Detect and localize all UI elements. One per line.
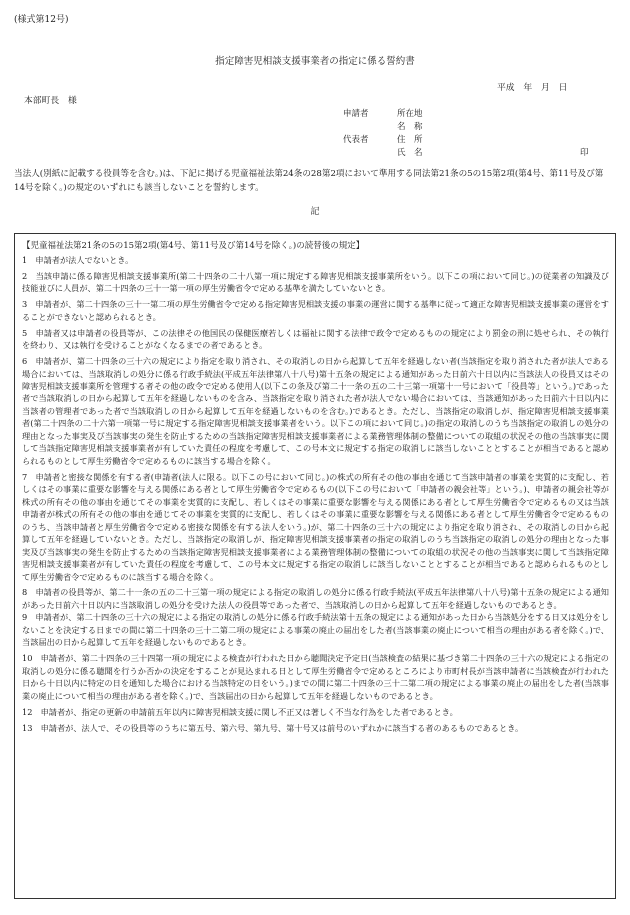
name-label: 名 称	[397, 122, 423, 132]
provision-item: 3 申請者が、第二十四条の三十一第二項の厚生労働省令で定める指定障害児相談支援の事業の運営に関する基準に従って適正な障害児相談支援事業の運営をすることができないと認められるとき。	[22, 299, 609, 322]
provision-item: 7 申請者と密接な関係を有する者(申請者(法人に限る。以下この号において同じ。)の株式の所有その他の事由を通じて当該申請者の事業を実質的に支配し、若しくはその事業に重要な影響を与える関係にある者として厚生労働省令で定めるもの(以下この号において「申請者の親会社等」という。)、申請者の親会社等が株式の所有その他の事由を通じてその事業を実質的に支配し、若しくはその事業に重要な影響を与える関係にある者として厚生労働省令で定めるもの又は当該申請者が株式の所有その他の事由を通じてその事業を実質的に支配し、若しくはその事業に重要な影響を与える関係にある者として厚生労働省令で定めるもののうち、当該申請者と厚生労働省令で定める密接な関係を有する法人をいう。)が、第二十四条の三十六の規定により指定を取り消され、その取消しの日から起算して五年を経過していないとき。ただし、当該指定の取消しが、指定障害児相談支援事業者の指定の取消しのうち当該指定の取消しの処分の理由となった事実及び当該事実の発生を防止するための当該指定障害児相談支援事業者による業務管理体制の整備についての取組の状況その他の当該事実に関して当該指定障害児相談支援事業者が有していた責任の程度を考慮して、この号本文に規定する指定の取消しに該当しないこととすることが相当であると認められるものとして厚生労働省令で定めるものに該当する場合を除く。	[22, 471, 609, 582]
provision-item: 12 申請者が、指定の更新の申請前五年以内に障害児相談支援に関し不正又は著しく不当な行為をした者であるとき。	[22, 706, 458, 717]
form-number: (様式第12号)	[14, 15, 69, 25]
applicant-label: 申請者	[343, 109, 369, 119]
seal-mark: 印	[580, 148, 589, 158]
provision-item: 6 申請者が、第二十四条の三十六の規定により指定を取り消され、その取消しの日から起算して五年を経過しない者(当該指定を取り消された者が法人である場合においては、当該取消しの処分に係る行政手続法(平成五年法律第八十八号)第十五条の規定による通知があった日前六十日以内に当該法人の役員又はその障害児相談支援事業所を管理する者その他の政令で定める使用人(以下この条及び第二十一条の五の二十三第一項第十一号において「役員等」という。)であった者で当該取消しの日から起算して五年を経過しないものを含み、当該指定を取り消された者が法人でない場合においては、当該通知があった日前六十日以内に当該者の管理者であった者で当該取消しの日から起算して五年を経過しないものを含む。)であるとき。ただし、当該指定の取消しが、指定障害児相談支援事業者(第二十四条の二十六第一項第一号に規定する指定障害児相談支援事業者をいう。以下この項において同じ。)の指定の取消しのうち当該指定の取消しの処分の理由となった事実及び当該事実の発生を防止するための当該指定障害児相談支援事業者による業務管理体制の整備についての取組の状況その他の当該事実に関して当該指定障害児相談支援事業者が有していた責任の程度を考慮して、この号本文に規定する指定の取消しに該当しないこととすることが相当であると認められるものとして厚生労働省令で定めるものに該当する場合を除く。	[22, 356, 609, 466]
provisions-heading: 【児童福祉法第21条の5の15第2項(第4号、第11号及び第14号を除く。)の読替後の規定】	[22, 241, 365, 251]
pledge-text: 当法人(別紙に記載する役員等を含む。)は、下記に掲げる児童福祉法第24条の28第2項において準用する同法第21条の5の15第2項(第4号、第11号及び第14号を除く。)の規定のいずれにも該当しないことを誓約します。	[14, 169, 604, 193]
date-line: 平成 年 月 日	[497, 83, 568, 93]
rep-name-label: 氏 名	[397, 148, 423, 158]
addressee: 本部町長 様	[24, 96, 77, 106]
provision-item: 1 申請者が法人でないとき。	[22, 254, 134, 265]
ki-marker: 記	[310, 207, 320, 217]
representative-label: 代表者	[343, 135, 369, 145]
provision-item: 9 申請者が、第二十四条の三十六の規定による指定の取消しの処分に係る行政手続法第十五条の規定による通知があった日から当該処分をする日又は処分をしないことを決定する日までの間に第二十四条の三十二第二項の規定による事業の廃止の届出をした者(当該事業の廃止について相当の理由がある者を除く。)で、当該届出の日から起算して五年を経過しないものであるとき。	[22, 612, 609, 648]
document-title: 指定障害児相談支援事業者の指定に係る誓約書	[215, 56, 415, 67]
rep-address-label: 住 所	[397, 135, 423, 145]
provision-item: 5 申請者又は申請者の役員等が、この法律その他国民の保健医療若しくは福祉に関する法律で政令で定めるものの規定により罰金の刑に処せられ、その執行を終わり、又は執行を受けることがなくなるまでの者であるとき。	[22, 327, 609, 351]
provision-item: 13 申請者が、法人で、その役員等のうちに第五号、第六号、第九号、第十号又は前号のいずれかに該当する者のあるものであるとき。	[22, 722, 524, 733]
provision-item: 2 当該申請に係る障害児相談支援事業所(第二十四条の二十八第一項に規定する障害児相談支援事業所をいう。以下この項において同じ。)の従業者の知識及び技能並びに人員が、第二十四条の三十一第一項の厚生労働省令で定める基準を満たしていないとき。	[22, 270, 609, 294]
provisions-box	[14, 233, 616, 899]
address-label: 所在地	[397, 109, 423, 119]
provision-item: 10 申請者が、第二十四条の三十四第一項の規定による検査が行われた日から聴聞決定予定日(当該検査の結果に基づき第二十四条の三十六の規定による指定の取消しの処分に係る聴聞を行うか否かの決定をすることが見込まれる日として厚生労働省令で定めるところにより市町村長が当該申請者に当該検査が行われた日から十日以内に特定の日を通知した場合における当該特定の日をいう。)までの間に第二十四条の三十二第二項の規定による事業の廃止の届出をした者(当該事業の廃止について相当の理由がある者を除く。)で、当該届出の日から起算して五年を経過しないものであるとき。	[22, 653, 609, 701]
provision-item: 8 申請者の役員等が、第二十一条の五の二十三第一項の規定による指定の取消しの処分に係る行政手続法(平成五年法律第八十八号)第十五条の規定による通知があった日前六十日以内に当該取消しの処分を受けた法人の役員等であった者で、当該取消しの日から起算して五年を経過しないものであるとき。	[22, 587, 609, 610]
